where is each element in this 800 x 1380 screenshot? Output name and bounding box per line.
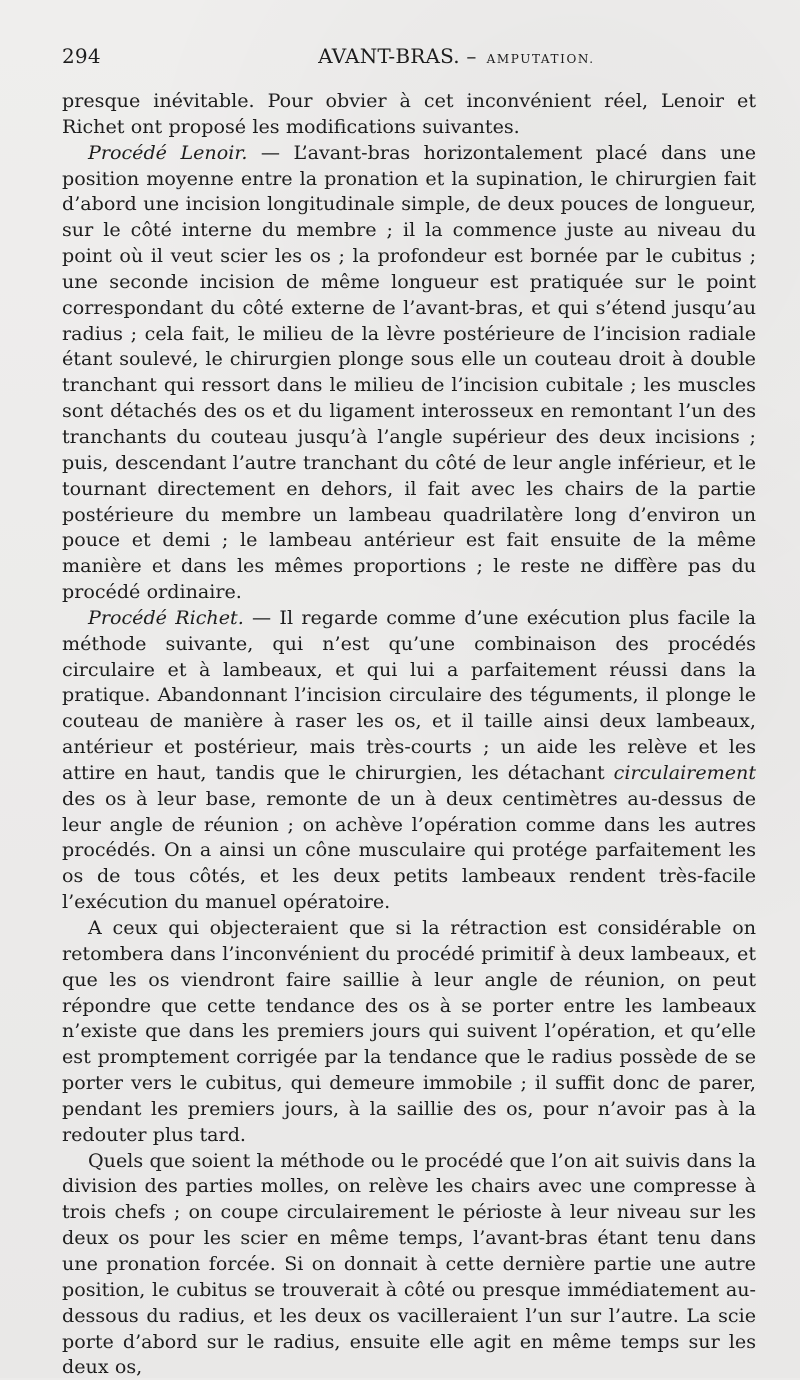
paragraph-continuation-text: presque inévitable. Pour obvier à cet inconvénient réel, Lenoir et Richet ont proposé les modifications suivantes.	[62, 89, 756, 138]
procede-lenoir-text: — L’avant-bras horizontalement placé dans une position moyenne entre la pronation et la supination, le chirurgien fait d’abord une incision longitudinale simple, de deux pouces de longueur, sur le côté interne du membre ; il la commence juste au niveau du point où il veut scier les os ; la profondeur est bornée par le cubitus ; une seconde incision de même longueur est pratiquée sur le point correspondant du côté externe de l’avant-bras, et qui s’étend jusqu’au radius ; cela fait, le milieu de la lèvre postérieure de l’incision radiale étant soulevé, le chirurgien plonge sous elle un couteau droit à double tranchant qui ressort dans le milieu de l’incision cubitale ; les muscles sont détachés des os et du ligament interosseux en remontant l’un des tranchants du couteau jusqu’à l’angle supérieur des deux incisions ; puis, descendant l’autre tranchant du côté de leur angle inférieur, et le tournant directement en dehors, il fait avec les chairs de la partie postérieure du membre un lambeau quadrilatère long d’environ un pouce et demi ; le lambeau antérieur est fait ensuite de la même manière et dans les mêmes proportions ; le reste ne diffère pas du procédé ordinaire.	[62, 140, 757, 604]
running-header	[62, 44, 756, 78]
page-text	[62, 88, 756, 1380]
circulairement-emphasis: circulairement	[613, 760, 756, 784]
header-subtitle: AMPUTATION.	[486, 52, 595, 66]
paragraph-procede-lenoir	[62, 140, 756, 605]
procede-richet-text-before: — Il regarde comme d’une exécution plus facile la méthode suivante, qui n’est qu’une combinaison des procédés circulaire et à lambeaux, et qui lui a parfaitement réussi dans la pratique. Abandonnant l’incision circulaire des téguments, il plonge le couteau de manière à raser les os, et il taille ainsi deux lambeaux, antérieur et postérieur, mais très-courts ; un aide les relève et les attire en haut, tandis que le chirurgien, les détachant	[62, 605, 756, 784]
paragraph-methode	[62, 1148, 756, 1380]
header-main-title: AVANT-BRAS. –	[318, 44, 477, 68]
page-number: 294	[62, 44, 101, 68]
header-title	[157, 44, 756, 68]
paragraph-procede-richet	[62, 605, 756, 915]
objection-text: A ceux qui objecteraient que si la rétraction est considérable on retombera dans l’inconvénient du procédé primitif à deux lambeaux, et que les os viendront faire saillie à leur angle de réunion, on peut répondre que cette tendance des os à se porter entre les lambeaux n’existe que dans les premiers jours qui suivent l’opération, et qu’elle est promptement corrigée par la tendance que le radius possède de se porter vers le cubitus, qui demeure immobile ; il suffit donc de parer, pendant les premiers jours, à la saillie des os, pour n’avoir pas à la redouter plus tard.	[62, 916, 756, 1146]
paragraph-objection	[62, 915, 756, 1148]
paragraph-continuation	[62, 88, 756, 140]
methode-text: Quels que soient la méthode ou le procédé que l’on ait suivis dans la division des parties molles, on relève les chairs avec une compresse à trois chefs ; on coupe circulairement le périoste à leur niveau sur les deux os pour les scier en même temps, l’avant-bras étant tenu dans une pronation forcée. Si on donnait à cette dernière partie une autre position, le cubitus se trouverait à côté ou presque immédiatement au-dessous du radius, et les deux os vacilleraient l’un sur l’autre. La scie porte d’abord sur le radius, ensuite elle agit en même temps sur les deux os,	[62, 1148, 756, 1379]
procede-richet-text-after: des os à leur base, remonte de un à deux centimètres au-dessus de leur angle de réunion ; on achève l’opération comme dans les autres procédés. On a ainsi un cône musculaire qui protége parfaitement les os de tous côtés, et les deux petits lambeaux rendent très-facile l’exécution du manuel opératoire.	[62, 786, 756, 914]
procede-lenoir-heading: Procédé Lenoir.	[88, 140, 248, 164]
procede-richet-heading: Procédé Richet.	[88, 605, 244, 629]
